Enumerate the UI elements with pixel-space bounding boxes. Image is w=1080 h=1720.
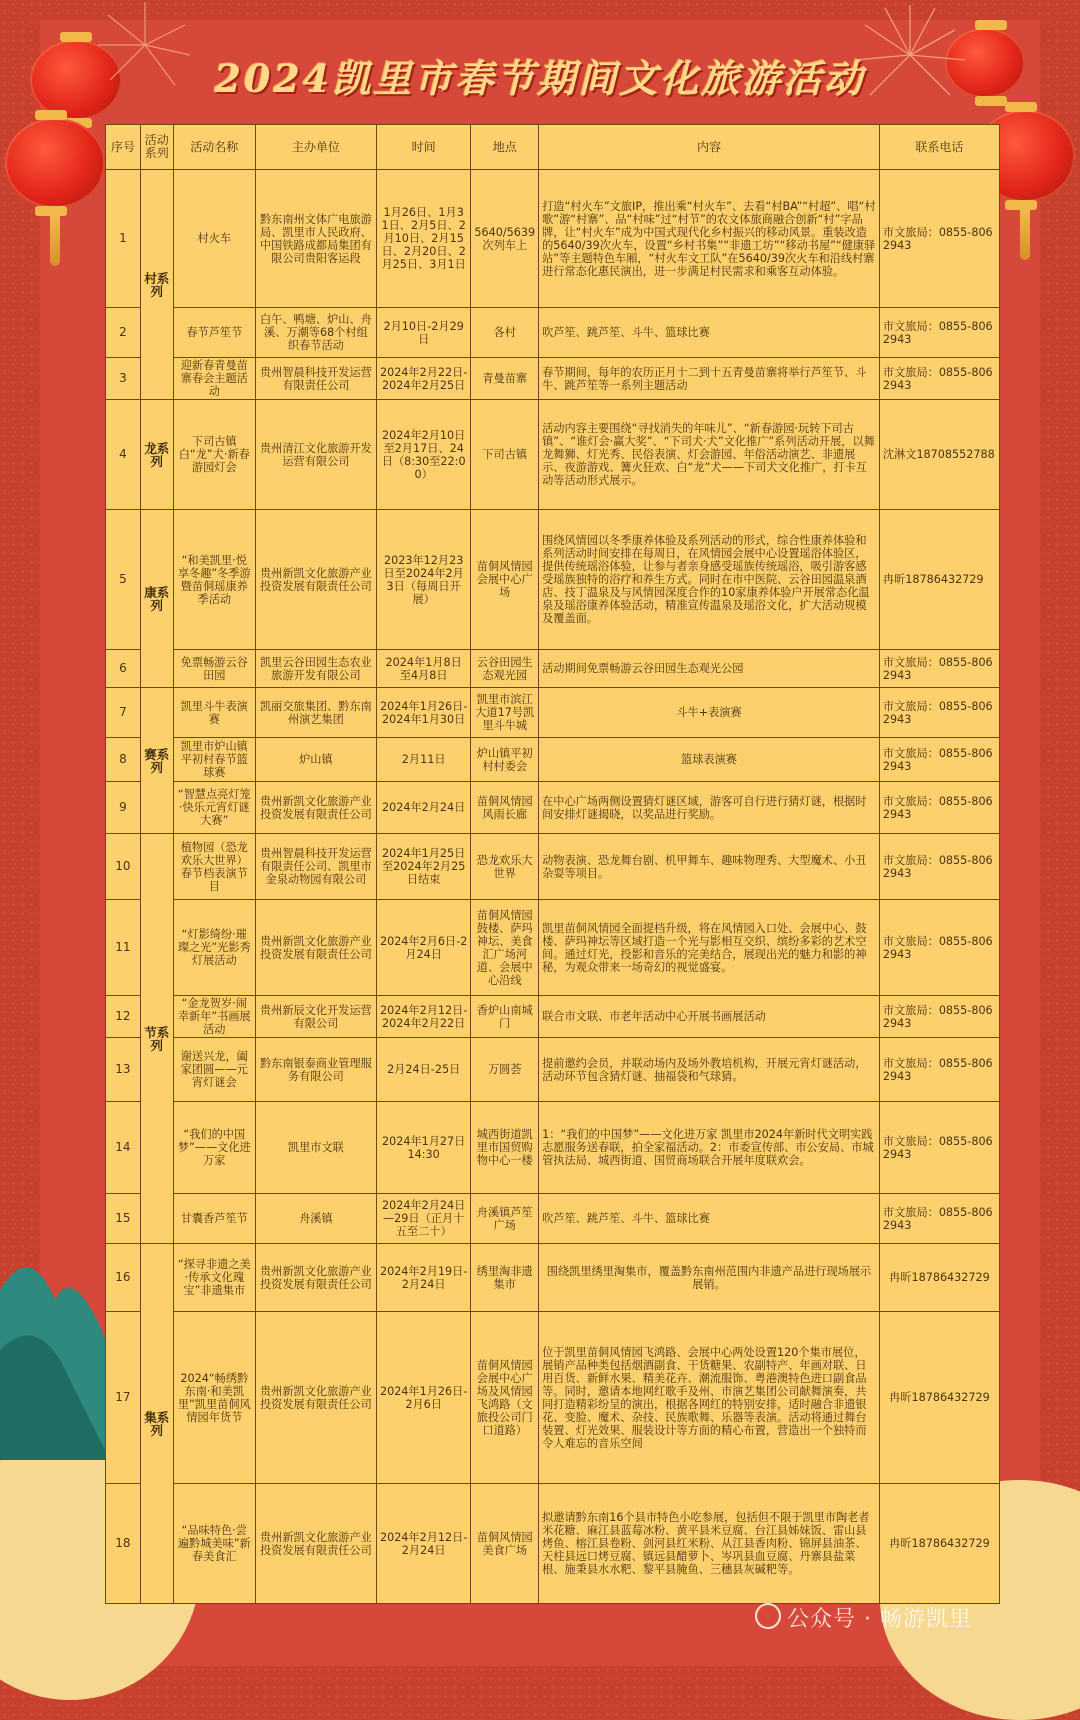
cell-name: “智慧点亮灯笼·快乐元宵灯谜大赛” — [173, 782, 255, 834]
wechat-icon — [755, 1603, 781, 1629]
cell-no: 12 — [106, 996, 141, 1038]
table-row — [106, 400, 1000, 510]
activity-table — [105, 124, 1000, 1604]
cell-no: 3 — [106, 358, 141, 400]
table-row — [106, 1194, 1000, 1244]
cell-no: 10 — [106, 834, 141, 900]
table-row — [106, 900, 1000, 996]
table-header-row — [106, 125, 1000, 170]
cell-content: 联合市文联、市老年活动中心开展书画展活动 — [539, 996, 880, 1038]
cell-host: 贵州新凯文化旅游产业投资发展有限责任公司 — [255, 1244, 376, 1312]
cell-time: 2024年1月27日14:30 — [376, 1102, 470, 1194]
table-row — [106, 782, 1000, 834]
cell-time: 2024年2月24日—29日（正月十五至二十） — [376, 1194, 470, 1244]
cell-phone: 市文旅局：0855-8062943 — [879, 1038, 999, 1102]
table-row — [106, 688, 1000, 738]
cell-time: 2月11日 — [376, 738, 470, 782]
cell-host: 贵州新凯文化旅游产业投资发展有限责任公司 — [255, 782, 376, 834]
header-no: 序号 — [106, 125, 141, 170]
table-row — [106, 738, 1000, 782]
cell-place: 青曼苗寨 — [471, 358, 539, 400]
table-row — [106, 510, 1000, 650]
cell-phone: 市文旅局：0855-8062943 — [879, 688, 999, 738]
cell-no: 4 — [106, 400, 141, 510]
cell-phone: 市文旅局：0855-8062943 — [879, 358, 999, 400]
cell-host: 凯丽交旅集团、黔东南州演艺集团 — [255, 688, 376, 738]
cell-phone: 市文旅局：0855-8062943 — [879, 996, 999, 1038]
cell-phone: 市文旅局：0855-8062943 — [879, 738, 999, 782]
cell-no: 13 — [106, 1038, 141, 1102]
series-cell: 龙系列 — [140, 400, 173, 510]
cell-host: 凯里云谷田园生态农业旅游开发有限公司 — [255, 650, 376, 688]
cell-place: 城西街道凯里市国贸购物中心一楼 — [471, 1102, 539, 1194]
table-row — [106, 650, 1000, 688]
header-host: 主办单位 — [255, 125, 376, 170]
cell-phone: 市文旅局：0855-8062943 — [879, 308, 999, 358]
cell-content: 斗牛+表演赛 — [539, 688, 880, 738]
cell-phone: 市文旅局：0855-8062943 — [879, 650, 999, 688]
cell-content: 春节期间，每年的农历正月十二到十五青曼苗寨将举行芦笙节、斗牛、跳芦笙等一系列主题活动 — [539, 358, 880, 400]
cell-name: “金龙贺岁·闹幸新年”书画展活动 — [173, 996, 255, 1038]
watermark-text: 公众号 · 畅游凯里 — [787, 1607, 972, 1632]
cell-content: 位于凯里苗侗风情园飞鸿路、会展中心两处设置120个集市展位，展销产品种类包括烟酒副食、干货糖果、农副特产、年画对联、日用百货、新鲜水果、精美花卉、潮流服饰、粤港澳特色进口副食品等。同时，邀请本地网红歌手及州、市演艺集团公司献舞演奏，共同打造精彩纷呈的演出，根据各网红的特别安排，适时融合非遗银花、变脸、魔术、杂技、民族歌舞、乐器等表演。活动将通过舞台装置、灯光效果、服装设计等方面的精心布置，营造出一个独特而令人难忘的音乐空间 — [539, 1312, 880, 1484]
cell-time: 2024年2月22日-2024年2月25日 — [376, 358, 470, 400]
cell-phone: 市文旅局：0855-8062943 — [879, 900, 999, 996]
cell-name: “探寻非遗之美·传承文化瑰宝”非遗集市 — [173, 1244, 255, 1312]
cell-no: 11 — [106, 900, 141, 996]
cell-place: 5640/5639次列车上 — [471, 170, 539, 308]
cell-place: 苗侗风情园会展中心广场及风情园飞鸿路（文旅投公司门口道路） — [471, 1312, 539, 1484]
cell-name: “和美凯里·悦享冬趣”冬季游暨苗侗瑶康养季活动 — [173, 510, 255, 650]
cell-host: 贵州新凯文化旅游产业投资发展有限责任公司 — [255, 1484, 376, 1604]
table-row — [106, 358, 1000, 400]
cell-time: 1月26日、1月31日、2月5日、2月10日、2月15日、2月20日、2月25日、3月1日 — [376, 170, 470, 308]
cell-name: 春节芦笙节 — [173, 308, 255, 358]
cell-place: 绣里淘非遗集市 — [471, 1244, 539, 1312]
lantern-tassel — [1020, 210, 1030, 260]
cell-name: 植物园（恐龙欢乐大世界）春节档表演节目 — [173, 834, 255, 900]
cell-place: 凯里市滨江大道17号凯里斗牛城 — [471, 688, 539, 738]
series-cell: 集系列 — [140, 1244, 173, 1604]
cell-time: 2024年1月25日至2024年2月25日结束 — [376, 834, 470, 900]
cell-no: 9 — [106, 782, 141, 834]
cell-name: “灯影绮纷·璀璨之光”光影秀灯展活动 — [173, 900, 255, 996]
cell-content: 提前邀约会员，并联动场内及场外教培机构，开展元宵灯谜活动，活动环节包含猜灯谜、抽福袋和气球猜。 — [539, 1038, 880, 1102]
cell-no: 8 — [106, 738, 141, 782]
series-cell: 康系列 — [140, 510, 173, 688]
cell-place: 各村 — [471, 308, 539, 358]
table-row — [106, 308, 1000, 358]
cell-place: 炉山镇平初村村委会 — [471, 738, 539, 782]
mountain-decoration — [0, 1230, 110, 1460]
cell-time: 2024年1月26日-2月6日 — [376, 1312, 470, 1484]
cell-content: 拟邀请黔东南16个县市特色小吃参展，包括但不限于凯里市陶老者米花糖、麻江县蓝莓冰粉、黄平县米豆腐、台江县姊妹饭、雷山县烤鱼、榕江县卷粉、剑河县红米粉、从江县香肉粉、锦屏县油茶、天柱县远口烤豆腐、镇远县醋萝卜、岑巩县血豆腐、丹寨县盐菜根、施秉县水水粑、黎平县腌鱼、三穗县灰碱粑等。 — [539, 1484, 880, 1604]
header-series: 活动系列 — [140, 125, 173, 170]
cell-content: 围绕风情园以冬季康养体验及系列活动的形式，综合性康养体验和系列活动时间安排在每周日，在风情园会展中心设置瑶浴体验区，提供传统瑶浴体验，让参与者亲身感受瑶族传统瑶浴，吸引游客感受瑶族独特的浴疗和养生方式。同时在市中医院、云谷田园温泉酒店、技丁温泉及与风情园深度合作的10家康养体验户开展常态化温泉及瑶浴康养体验活动，精准宣传温泉及瑶浴文化，扩大活动规模及覆盖面。 — [539, 510, 880, 650]
cell-no: 17 — [106, 1312, 141, 1484]
cell-place: 苗侗风情园鼓楼、萨玛神坛、美食汇广场河道、会展中心沿线 — [471, 900, 539, 996]
cell-content: 凯里苗侗风情园全面提档升级，将在风情园入口处、会展中心、鼓楼、萨玛神坛等区域打造一个光与影相互交织、缤纷多彩的艺术空间。通过灯光，投影和音乐的完美结合，展现出光的魅力和影的神秘，为观众带来一场奇幻的视觉盛宴。 — [539, 900, 880, 996]
table-row — [106, 1244, 1000, 1312]
cell-phone: 市文旅局：0855-8062943 — [879, 1194, 999, 1244]
lantern-icon — [5, 118, 105, 208]
cell-content: 活动内容主要围绕“寻找消失的年味儿”、“新春游园·玩转下司古镇”、“谁灯会·赢大奖”、“下司犬·犬”文化推广”系列活动开展，以舞龙舞狮、灯光秀、民俗表演、灯会游园、年俗活动演艺、非遗展示、夜游游戏、篝火狂欢、白“龙”犬——下司犬文化推广，打卡互动等活动形式展示。 — [539, 400, 880, 510]
table-row — [106, 834, 1000, 900]
cell-place: 香炉山南城门 — [471, 996, 539, 1038]
cell-place: 云谷田园生态观光园 — [471, 650, 539, 688]
cell-time: 2月24日-25日 — [376, 1038, 470, 1102]
cell-time: 2024年1月8日至4月8日 — [376, 650, 470, 688]
cell-place: 下司古镇 — [471, 400, 539, 510]
cell-content: 篮球表演赛 — [539, 738, 880, 782]
table-row — [106, 1038, 1000, 1102]
cell-host: 贵州清江文化旅游开发运营有限公司 — [255, 400, 376, 510]
cell-time: 2024年2月19日-2月24日 — [376, 1244, 470, 1312]
cell-host: 贵州新凯文化旅游产业投资发展有限责任公司 — [255, 510, 376, 650]
cell-phone: 冉昕18786432729 — [879, 510, 999, 650]
cell-host: 白午、鸭塘、炉山、舟溪、万潮等68个村组织春节活动 — [255, 308, 376, 358]
page-title: 2024凯里市春节期间文化旅游活动 — [214, 56, 866, 101]
cell-name: 下司古镇白“龙”犬·新春游园灯会 — [173, 400, 255, 510]
cell-name: 迎新春青曼苗寨春会主题活动 — [173, 358, 255, 400]
cell-time: 2024年2月12日-2月24日 — [376, 1484, 470, 1604]
table-row — [106, 170, 1000, 308]
table-row — [106, 1102, 1000, 1194]
header-time: 时间 — [376, 125, 470, 170]
cell-host: 舟溪镇 — [255, 1194, 376, 1244]
lantern-tassel — [50, 216, 60, 266]
cell-no: 18 — [106, 1484, 141, 1604]
cell-content: 活动期间免票畅游云谷田园生态观光公园 — [539, 650, 880, 688]
cell-host: 贵州新辰文化开发运营有限公司 — [255, 996, 376, 1038]
cell-host: 贵州智晨科技开发运营有限责任公司、凯里市金泉动物园有限公司 — [255, 834, 376, 900]
series-cell: 赛系列 — [140, 688, 173, 834]
cell-place: 苗侗风情园美食广场 — [471, 1484, 539, 1604]
cell-no: 6 — [106, 650, 141, 688]
cell-place: 苗侗风情园会展中心广场 — [471, 510, 539, 650]
cell-host: 贵州智晨科技开发运营有限责任公司 — [255, 358, 376, 400]
cell-place: 万圆荟 — [471, 1038, 539, 1102]
cell-time: 2024年2月10日至2月17日、24日（8:30至22:00） — [376, 400, 470, 510]
cell-place: 苗侗风情园风雨长廊 — [471, 782, 539, 834]
cell-phone: 市文旅局：0855-8062943 — [879, 782, 999, 834]
cell-content: 吹芦笙、跳芦笙、斗牛、篮球比赛 — [539, 1194, 880, 1244]
header-phone: 联系电话 — [879, 125, 999, 170]
cell-time: 2024年1月26日-2024年1月30日 — [376, 688, 470, 738]
cell-content: 打造“村火车”文旅IP，推出乘“村火车”、去看“村BA”“村超”、唱“村歌”游“村寨”、品“村味”过“村节”的农文体旅商融合创新“村”字品牌，让“村火车”成为中国式现代化乡村振兴的移动风景。重装改造的5640/39次火车，设置“乡村书集”“非遗工坊”“移动书屋”“健康驿站”等主题特色车厢，“村火车文工队”在5640/39次火车和沿线村寨进行常态化惠民演出，进一步满足村民需求和乘客互动体验。 — [539, 170, 880, 308]
table-row — [106, 1484, 1000, 1604]
cell-name: 凯里斗牛表演赛 — [173, 688, 255, 738]
cell-name: “我们的中国梦”——文化进万家 — [173, 1102, 255, 1194]
cell-name: 2024“畅绣黔东南·和美凯里”凯里苗侗风情园年货节 — [173, 1312, 255, 1484]
cell-no: 14 — [106, 1102, 141, 1194]
cell-phone: 冉昕18786432729 — [879, 1244, 999, 1312]
cell-name: 甘囊香芦笙节 — [173, 1194, 255, 1244]
cell-host: 黔东南州文体广电旅游局、凯里市人民政府、中国铁路成都局集团有限公司贵阳客运段 — [255, 170, 376, 308]
cell-time: 2月10日-2月29日 — [376, 308, 470, 358]
watermark — [755, 1602, 972, 1633]
cell-name: 村火车 — [173, 170, 255, 308]
cell-time: 2024年2月12日-2024年2月22日 — [376, 996, 470, 1038]
cell-phone: 冉昕18786432729 — [879, 1484, 999, 1604]
cell-no: 5 — [106, 510, 141, 650]
cell-host: 炉山镇 — [255, 738, 376, 782]
cell-content: 1：“我们的中国梦”——文化进万家 凯里市2024年新时代文明实践志愿服务送春联，拍全家福活动。2：市委宣传部、市公安局、市城管执法局、城西街道、国贸商场联合开展年度联欢会。 — [539, 1102, 880, 1194]
cell-no: 7 — [106, 688, 141, 738]
series-cell: 村系列 — [140, 170, 173, 400]
table-row — [106, 1312, 1000, 1484]
table-row — [106, 996, 1000, 1038]
header-place: 地点 — [471, 125, 539, 170]
cell-host: 贵州新凯文化旅游产业投资发展有限责任公司 — [255, 900, 376, 996]
header-name: 活动名称 — [173, 125, 255, 170]
cell-name: 谢送兴龙，阖家团圆——元宵灯谜会 — [173, 1038, 255, 1102]
cell-phone: 市文旅局：0855-8062943 — [879, 1102, 999, 1194]
series-cell: 节系列 — [140, 834, 173, 1244]
cell-no: 2 — [106, 308, 141, 358]
cell-content: 动物表演、恐龙舞台剧、机甲舞车、趣味物理秀、大型魔术、小丑杂耍等项目。 — [539, 834, 880, 900]
cell-place: 舟溪镇芦笙广场 — [471, 1194, 539, 1244]
cell-phone: 沈淋文18708552788 — [879, 400, 999, 510]
cell-phone: 市文旅局：0855-8062943 — [879, 834, 999, 900]
cell-content: 围绕凯里绣里淘集市，覆盖黔东南州范围内非遗产品进行现场展示展销。 — [539, 1244, 880, 1312]
cell-time: 2023年12月23日至2024年2月3日（每周日开展） — [376, 510, 470, 650]
cell-no: 15 — [106, 1194, 141, 1244]
cell-content: 在中心广场两侧设置猜灯谜区域，游客可自行进行猜灯谜，根据时间安排灯谜揭晓，以奖品进行奖励。 — [539, 782, 880, 834]
cell-no: 1 — [106, 170, 141, 308]
cell-time: 2024年2月6日-2月24日 — [376, 900, 470, 996]
cell-name: “品味特色·尝遍黔城美味”新春美食汇 — [173, 1484, 255, 1604]
cell-phone: 冉昕18786432729 — [879, 1312, 999, 1484]
cell-name: 凯里市炉山镇平初村春节篮球赛 — [173, 738, 255, 782]
cell-host: 凯里市文联 — [255, 1102, 376, 1194]
cell-host: 黔东南银泰商业管理服务有限公司 — [255, 1038, 376, 1102]
cell-place: 恐龙欢乐大世界 — [471, 834, 539, 900]
header-content: 内容 — [539, 125, 880, 170]
cell-no: 16 — [106, 1244, 141, 1312]
cell-name: 免票畅游云谷田园 — [173, 650, 255, 688]
cell-phone: 市文旅局：0855-8062943 — [879, 170, 999, 308]
cell-time: 2024年2月24日 — [376, 782, 470, 834]
cell-content: 吹芦笙、跳芦笙、斗牛、篮球比赛 — [539, 308, 880, 358]
cell-host: 贵州新凯文化旅游产业投资发展有限责任公司 — [255, 1312, 376, 1484]
